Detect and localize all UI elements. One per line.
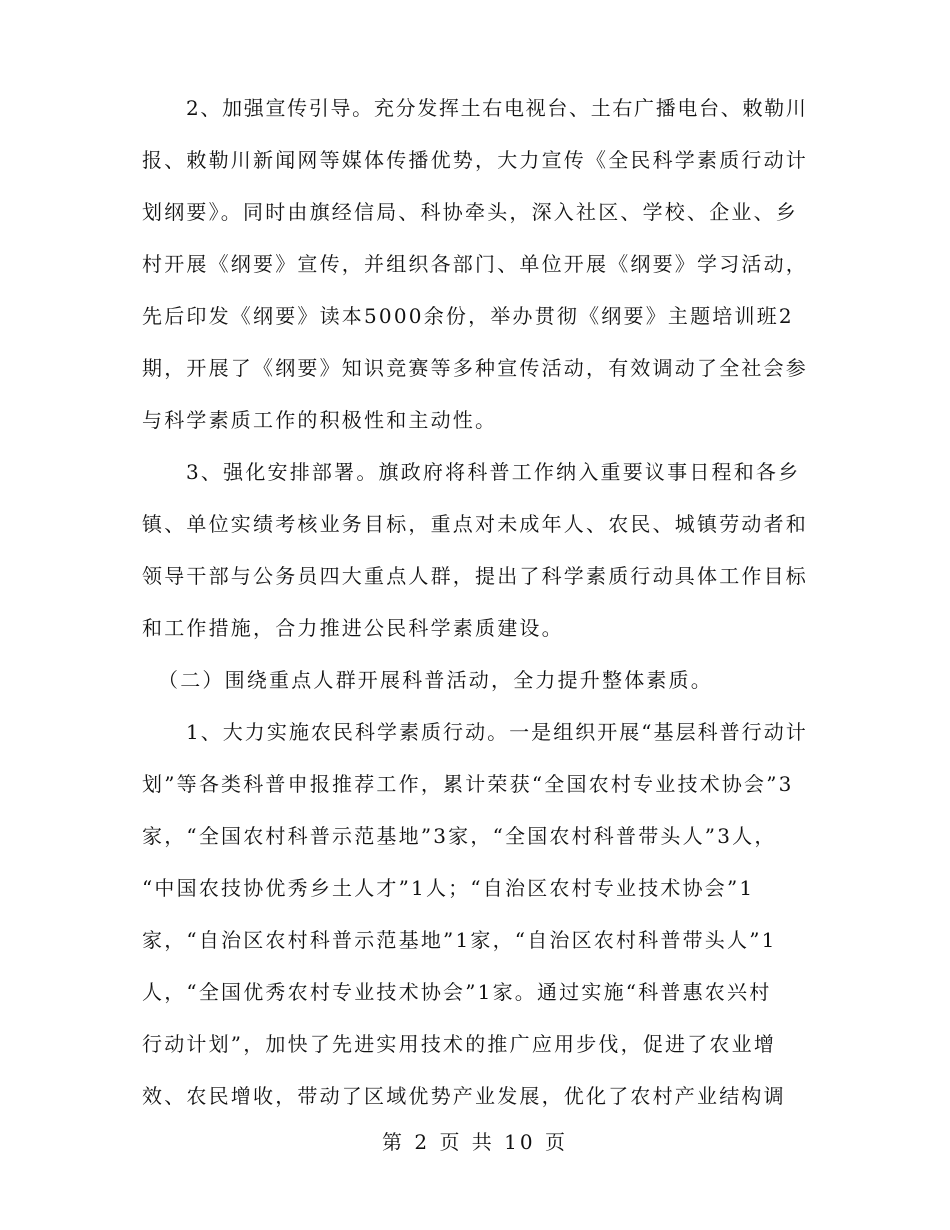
paragraph-line: “中国农技协优秀乡土人才”1人；“自治区农村专业技术协会”1 [142,876,755,900]
paragraph-line: 先后印发《纲要》读本5000余份，举办贯彻《纲要》主题培训班2 [142,304,794,328]
paragraph-line: 与科学素质工作的积极性和主动性。 [142,408,498,432]
paragraph-line: 1、大力实施农民科学素质行动。一是组织开展“基层科普行动计 [186,720,808,744]
paragraph-line: 家，“自治区农村科普示范基地”1家，“自治区农村科普带头人”1 [142,928,777,952]
paragraph-line: 划纲要》。同时由旗经信局、科协牵头，深入社区、学校、企业、乡 [142,200,798,224]
paragraph-line: 行动计划”，加快了先进实用技术的推广应用步伐，促进了农业增 [142,1032,777,1056]
section-heading: （二）围绕重点人群开展科普活动，全力提升整体素质。 [158,668,713,692]
paragraph-line: 2、加强宣传引导。充分发挥土右电视台、土右广播电台、敕勒川 [186,96,808,120]
paragraph-line: 镇、单位实绩考核业务目标，重点对未成年人、农民、城镇劳动者和 [142,512,808,536]
page-footer: 第 2 页 共 10 页 [382,1130,568,1154]
paragraph-line: 和工作措施，合力推进公民科学素质建设。 [142,616,564,640]
paragraph-line: 领导干部与公务员四大重点人群，提出了科学素质行动具体工作目标 [142,564,808,588]
paragraph-line: 期，开展了《纲要》知识竞赛等多种宣传活动，有效调动了全社会参 [142,356,808,380]
paragraph-line: 效、农民增收，带动了区域优势产业发展，优化了农村产业结构调 [142,1084,786,1108]
paragraph-line: 3、强化安排部署。旗政府将科普工作纳入重要议事日程和各乡 [186,460,801,484]
paragraph-line: 村开展《纲要》宣传，并组织各部门、单位开展《纲要》学习活动， [142,252,808,276]
paragraph-line: 家，“全国农村科普示范基地”3家，“全国农村科普带头人”3人， [142,824,777,848]
paragraph-line: 报、敕勒川新闻网等媒体传播优势，大力宣传《全民科学素质行动计 [142,148,808,172]
paragraph-line: 划”等各类科普申报推荐工作，累计荣获“全国农村专业技术协会”3 [142,772,794,796]
paragraph-line: 人，“全国优秀农村专业技术协会”1家。通过实施“科普惠农兴村 [142,980,772,1004]
